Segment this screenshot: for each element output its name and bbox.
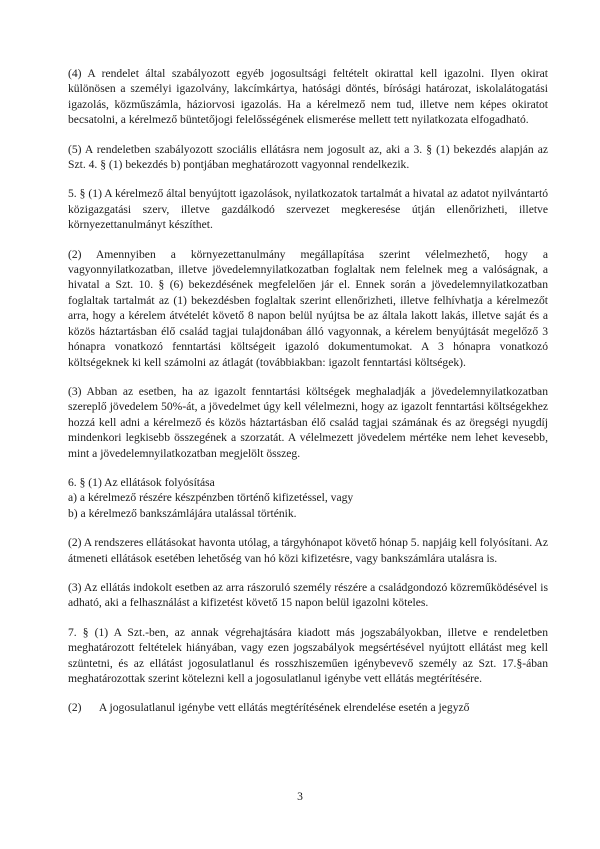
- list-item-a: a) a kérelmező részére készpénzben történő kifizetéssel, vagy: [68, 491, 354, 505]
- paragraph-6-2: (2) A rendszeres ellátásokat havonta utólag, a tárgyhónapot követő hónap 5. napjáig kell folyósítani. Az átmeneti ellátások esetében lehetőség van hó közi kifizetésre, vagy bankszámlára utalásra is.: [68, 536, 548, 565]
- paragraph-5-3: (3) Abban az esetben, ha az igazolt fenntartási költségek meghaladják a jövedelemnyilatkozatban szereplő jövedelem 50%-át, a jövedelmet úgy kell vélelmezni, hogy az igazolt fenntartási költségekhez hozzá kell adni a kérelmező és közös háztartásban élő család tagjai számának és az öregségi nyugdíj mindenkori legkisebb összegének a szorzatát. A vélelmezett jövedelem mértéke nem lehet kevesebb, mint a jövedelemnyilatkozatban megjelölt összeg.: [68, 384, 548, 460]
- paragraph-6-1-list: [68, 475, 548, 521]
- paragraph-6-1-lead: 6. § (1) Az ellátások folyósítása: [68, 475, 215, 489]
- list-item-b: b) a kérelmező bankszámlájára utalással történik.: [68, 506, 297, 520]
- paragraph-5-2: (2) Amennyiben a környezettanulmány megállapítása szerint vélelmezhető, hogy a vagyonnyilatkozatban, illetve jövedelemnyilatkozatban foglaltak nem felelnek meg a valóságnak, a hivatal a Szt. 10. § (6) bekezdésének megfelelően jár el. Ennek során a jövedelemnyilatkozatban foglaltak tartalmát az (1) bekezdésben foglaltak szerint ellenőrizheti, illetve felhívhatja a kérelmezőt arra, hogy a kérelem átvételét követő 8 napon belül nyújtsa be az általa lakott lakás, illetve saját és a közös háztartásban élő család tagjai tulajdonában álló vagyonnak, a kérelem benyújtását megelőző 3 hónapra vonatkozó fenntartási költségeit igazoló dokumentumokat. A 3 hónapra vonatkozó költségeknek ki kell számolni az átlagát (továbbiakban: igazolt fenntartási költségek).: [68, 247, 548, 369]
- paragraph-4-1-4: (4) A rendelet által szabályozott egyéb jogosultsági feltételt okirattal kell igazolni. Ilyen okirat különösen a személyi igazolvány, lakcímkártya, hatósági döntés, bírósági határozat, iskolalátogatási igazolás, közműszámla, háziorvosi igazolás. Ha a kérelmező nem tud, illetve nem képes okiratot becsatolni, a kérelmező büntetőjogi felelősségének elismerése mellett tett nyilatkozata elfogadható.: [68, 67, 548, 127]
- paragraph-7-1: 7. § (1) A Szt.-ben, az annak végrehajtására kiadott más jogszabályokban, illetve e rendeletben meghatározott feltételek hiányában, vagy ezen jogszabályok megsértésével nyújtott ellátást meg kell szüntetni, és az ellátást jogosulatlanul és rosszhiszeműen igénybevevő személy az Szt. 17.§-ában meghatározottak szerint kötelezni kell a jogosulatlanul igénybe vett ellátás megtérítésére.: [68, 625, 548, 685]
- paragraph-7-2: (2) A jogosulatlanul igénybe vett ellátás megtérítésének elrendelése esetén a jegyző: [68, 701, 470, 715]
- paragraph-5-1: 5. § (1) A kérelmező által benyújtott igazolások, nyilatkozatok tartalmát a hivatal az adatot nyilvántartó közigazgatási szerv, illetve gazdálkodó szervezet megkeresése útján ellenőrizheti, illetve környezettanulmányt készíthet.: [68, 187, 548, 232]
- paragraph-6-3: (3) Az ellátás indokolt esetben az arra rászoruló személy részére a családgondozó közreműködésével is adható, aki a felhasználást a kifizetést követő 15 napon belül igazolni köteles.: [68, 580, 548, 610]
- page-number: 3: [297, 790, 303, 803]
- paragraph-4-1-5: (5) A rendeletben szabályozott szociális ellátásra nem jogosult az, aki a 3. § (1) bekezdés alapján az Szt. 4. § (1) bekezdés b) pontjában meghatározott vagyonnal rendelkezik.: [68, 142, 548, 172]
